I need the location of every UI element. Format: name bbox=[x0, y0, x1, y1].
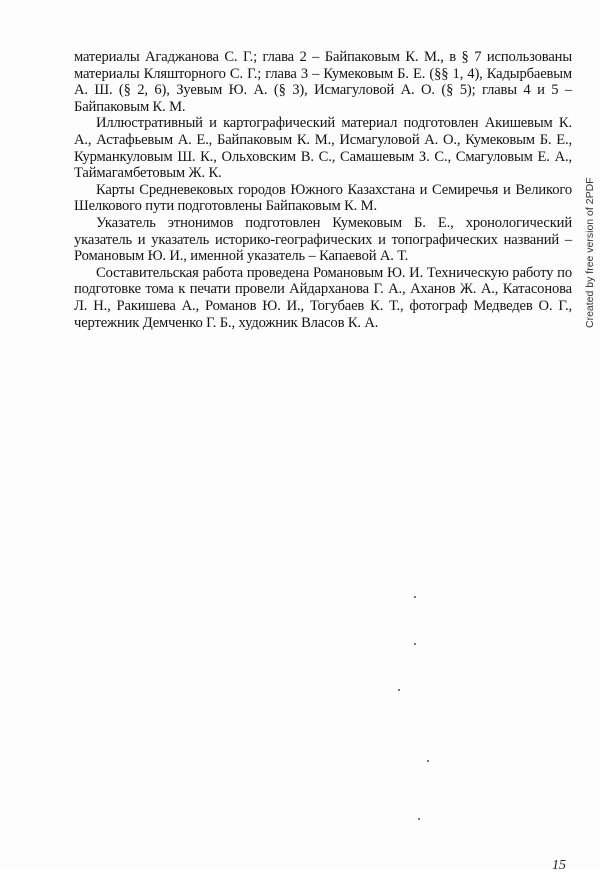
watermark-text: Created by free version of 2PDF bbox=[584, 177, 596, 328]
watermark bbox=[584, 178, 598, 328]
scan-speck bbox=[414, 596, 416, 598]
paragraph-illustrations: Иллюстративный и картографический материал подготовлен Акишевым К. А., Астафьевым А. Е., Байпаковым К. М., Исмагуловой А. О., Кумековым Б. Е., Курманкуловым Ш. К., Ольховским В. С., Самашевым З. С., Смагуловым Е. А., Таймагамбетовым Ж. К. bbox=[74, 115, 572, 182]
body-text bbox=[74, 49, 572, 331]
page-number: 15 bbox=[552, 858, 566, 873]
scan-speck bbox=[418, 818, 420, 820]
scan-speck bbox=[398, 689, 400, 691]
scan-speck bbox=[427, 760, 429, 762]
scan-speck bbox=[414, 643, 416, 645]
paragraph-maps: Карты Средневековых городов Южного Казахстана и Семиречья и Великого Шелкового пути подготовлены Байпаковым К. М. bbox=[74, 181, 572, 215]
paragraph-authors-chapters: материалы Агаджанова С. Г.; глава 2 – Байпаковым К. М., в § 7 использованы материалы Кляшторного С. Г.; глава 3 – Кумековым Б. Е. (§§ 1, 4), Кадырбаевым А. Ш. (§ 2, 6), Зуевым Ю. А. (§ 3), Исмагуловой А. О. (§ 5); главы 4 и 5 – Байпаковым К. М. bbox=[74, 49, 572, 115]
paragraph-technical-work: Составительская работа проведена Романовым Ю. И. Техническую работу по подготовке тома к печати провели Айдарханова Г. А., Аханов Ж. А., Катасонова Л. Н., Ракишева А., Романов Ю. И., Тогубаев К. Т., фотограф Медведев О. Г., чертежник Демченко Г. Б., художник Власов К. А. bbox=[74, 264, 572, 331]
paragraph-indexes: Указатель этнонимов подготовлен Кумековым Б. Е., хронологический указатель и указатель историко-географических и топографических названий – Романовым Ю. И., именной указатель – Капаевой А. Т. bbox=[74, 214, 572, 265]
